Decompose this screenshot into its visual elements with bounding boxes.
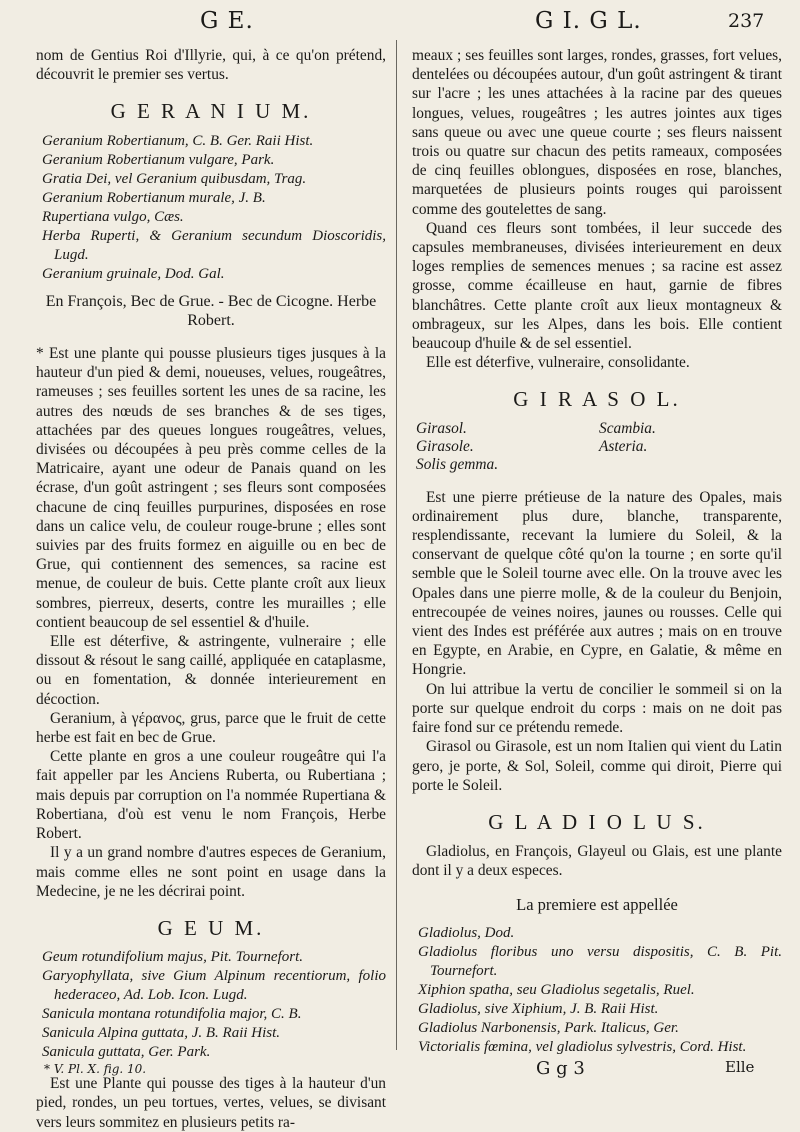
synonym-column <box>416 420 599 474</box>
body-paragraph: Cette plante en gros a une couleur rougeâtre qui l'a fait appeller par les Anciens Ruberta, ou Rubertiana ; mais depuis par corruption on l'a nommée Rupertiana & Robertiana, d'où est venu le nom François, Herbe Robert. <box>36 748 386 843</box>
body-paragraph: Il y a un grand nombre d'autres especes de Geranium, mais comme elles ne sont point en usage dans la Medecine, je ne les décrirai point. <box>36 844 386 900</box>
synonym-line: Herba Ruperti, & Geranium secundum Dioscoridis, Lugd. <box>42 227 386 263</box>
entry-title-girasol: G I R A S O L. <box>513 387 681 412</box>
synonym-line: Victorialis fœmina, vel gladiolus sylvestris, Cord. Hist. <box>418 1038 747 1055</box>
synonym-list-gladiolus <box>412 924 782 1057</box>
running-head-left: G E. <box>200 8 254 34</box>
synonym-line: Gladiolus, Dod. <box>418 924 515 941</box>
column-divider <box>396 40 397 1050</box>
body-paragraph: Est une Plante qui pousse des tiges à la hauteur d'un pied, rondes, un peu tortues, vertes, velues, se divisant vers leurs sommitez en plusieurs petits ra- <box>36 1075 386 1131</box>
synonym-line: Gladiolus, sive Xiphium, J. B. Raii Hist. <box>418 1000 659 1017</box>
entry-title-gladiolus: G L A D I O L U S. <box>488 809 706 834</box>
french-names: En François, Bec de Grue. - Bec de Cicogne. Herbe Robert. <box>45 292 377 329</box>
body-paragraph: * Est une plante qui pousse plusieurs tiges jusques à la hauteur d'un pied & demi, noueuses, velues, rougeâtres, rameuses ; ses feuilles sortent les unes de sa racine, les autres des nœuds de ses branches & de ses tiges, attachées par des queues longues rougeâtres, velues, divisées ou découpées à peu près comme celles de la Matricaire, ayant une odeur de Panais quand on les écrase, d'un goût astringent ; ses fleurs sont composées chacune de cinq feuilles purpurines, disposées en rose dans un calice velu, de couleur rouge-brune ; elles sont suivies par des fruits formez en aiguille ou en bec de Grue, qui contiennent des semences, sa racine est menue, de couleur de buis. Cette plante croît aux lieux sombres, pierreux, deserts, contre les murailles ; elle contient beaucoup de sel essentiel & d'huile. <box>36 345 386 631</box>
synonym-line: Asteria. <box>599 437 648 455</box>
left-column <box>36 46 386 1132</box>
synonym-line: Xiphion spatha, seu Gladiolus segetalis, Ruel. <box>418 981 695 998</box>
synonym-line: Geranium gruinale, Dod. Gal. <box>42 265 225 282</box>
synonym-line: Scambia. <box>599 419 656 437</box>
body-paragraph: Elle est déterfive, vulneraire, consolidante. <box>426 354 690 372</box>
body-paragraph: Girasol ou Girasole, est un nom Italien qui vient du Latin gero, je porte, & Sol, Soleil, comme qui diroit, Pierre qui porte le Soleil. <box>412 738 782 794</box>
synonym-line: Sanicula Alpina guttata, J. B. Raii Hist. <box>42 1025 281 1042</box>
synonym-line: Gladiolus floribus uno versu dispositis, C. B. Pit. Tournefort. <box>418 943 782 979</box>
page-number: 237 <box>728 10 765 32</box>
synonym-line: Girasole. <box>416 437 474 455</box>
synonym-line: Geranium Robertianum, C. B. Ger. Raii Hist. <box>42 132 314 149</box>
subheading: La premiere est appellée <box>516 894 678 914</box>
synonym-line: Gratia Dei, vel Geranium quibusdam, Trag. <box>42 170 307 187</box>
synonym-line: Gladiolus Narbonensis, Park. Italicus, Ger. <box>418 1019 679 1036</box>
synonym-line: Rupertiana vulgo, Cæs. <box>42 208 184 225</box>
synonym-line: Sanicula guttata, Ger. Park. <box>42 1044 211 1061</box>
body-paragraph: Est une pierre prétieuse de la nature des Opales, mais ordinairement plus dure, blanche, transparente, resplendissante, recevant la lumiere du Soleil, & la conservant de quelque côté qu'on la tourne ; en sorte qu'il semble que le Soleil tourne avec elle. On la trouve avec les Opales dans une pierre molle, & de la couleur du Benjoin, entrecoupée de veines noires, jaunes ou rousses. Celle qui vient des Indes est préférée aux autres ; mais on en trouve en Egypte, en Arabie, en Cypre, en Galatie, & même en Hongrie. <box>412 488 782 679</box>
synonym-line: Girasol. <box>416 419 467 437</box>
right-column <box>412 46 782 1057</box>
synonym-grid-girasol <box>416 420 782 474</box>
body-paragraph: Quand ces fleurs sont tombées, il leur succede des capsules membraneuses, divisées interieurement en deux loges remplies de semences menues ; sa racine est assez grosse, comme écailleuse en haut, garnie de fibres blanchâtres. Cette plante croît aux lieux montagneux & ombrageux, sur les Alpes, dans les bois. Elle contient beaucoup d'huile & de sel essentiel. <box>412 219 782 353</box>
catchword: Elle <box>725 1058 755 1076</box>
body-paragraph: Gladiolus, en François, Glayeul ou Glais, est une plante dont il y a deux especes. <box>412 843 782 880</box>
synonym-line: Garyophyllata, sive Gium Alpinum recentiorum, folio hederaceo, Ad. Lob. Icon. Lugd. <box>42 968 386 1004</box>
running-head-right: G I. G L. <box>535 8 642 34</box>
entry-title-geum: G E U M. <box>157 915 265 940</box>
continued-paragraph: nom de Gentius Roi d'Illyrie, qui, à ce qu'on prétend, découvrit le premier ses vertus. <box>36 47 386 84</box>
synonym-line: Geranium Robertianum vulgare, Park. <box>42 151 275 168</box>
continued-paragraph: meaux ; ses feuilles sont larges, rondes, grasses, fort velues, dentelées ou découpées autour, d'un goût astringent & tirant sur l'acre ; les unes attachées à la racine par des queues longues, velues, rougeâtres ; les autres jointes aux tiges sans queue ou avec une queue courte ; ses fleurs naissent trois ou quatre sur chacun des petits rameaux, composées de cinq feuilles oblongues, disposées en rose, blanches, marquetées de plusieurs points rouges qui paroissent comme des goutelettes de sang. <box>412 47 782 218</box>
body-paragraph: On lui attribue la vertu de concilier le sommeil si on la porte sur quelque endroit du corps : mais on ne doit pas faire fond sur ce prétendu remede. <box>412 680 782 737</box>
synonym-list-geranium <box>36 132 386 284</box>
entry-title-geranium: G E R A N I U M. <box>110 99 312 124</box>
synonym-line: Geum rotundifolium majus, Pit. Tournefort. <box>42 949 303 966</box>
footnote: * V. Pl. X. fig. 10. <box>44 1062 147 1076</box>
body-paragraph: Elle est déterfive, & astringente, vulneraire ; elle dissout & résout le sang caillé, appliquée en cataplasme, ou en fomentation, & donnée interieurement en décoction. <box>36 633 386 708</box>
synonym-line: Sanicula montana rotundifolia major, C. B. <box>42 1006 302 1023</box>
synonym-line: Geranium Robertianum murale, J. B. <box>42 189 266 206</box>
signature-mark: G g 3 <box>536 1058 585 1079</box>
body-paragraph: Geranium, à γέρανος, grus, parce que le fruit de cette herbe est fait en bec de Grue. <box>36 709 386 747</box>
synonym-column <box>599 420 782 474</box>
synonym-line: Solis gemma. <box>416 455 499 473</box>
synonym-list-geum <box>36 948 386 1062</box>
